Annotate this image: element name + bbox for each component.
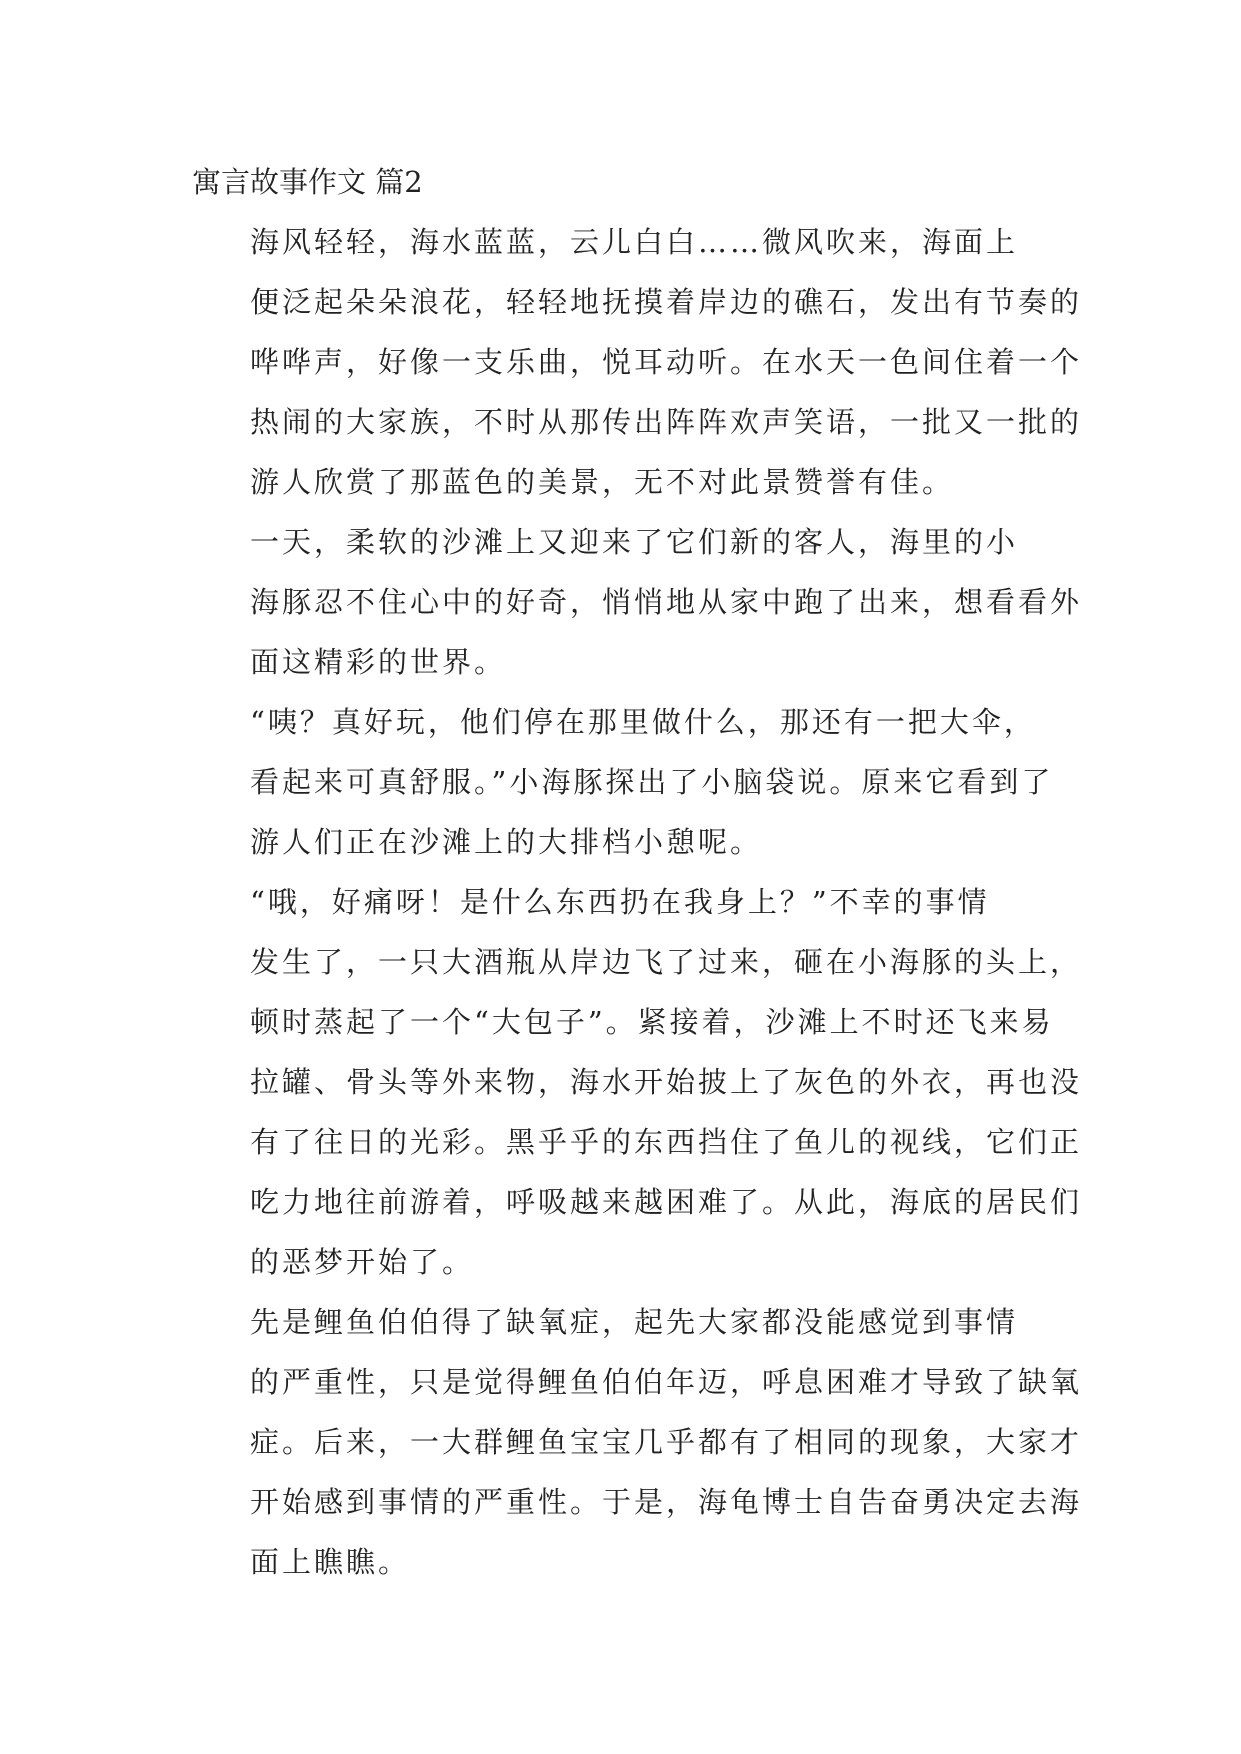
- paragraph-line: 看起来可真舒服。”小海豚探出了小脑袋说。原来它看到了: [250, 765, 1054, 799]
- document-title: 寓言故事作文 篇2: [192, 165, 423, 199]
- paragraph-4: [192, 872, 1083, 1292]
- paragraph-line: 吃力地往前游着，呼吸越来越困难了。从此，海底的居民们: [250, 1185, 1083, 1219]
- paragraph-line: 的恶梦开始了。: [250, 1245, 475, 1279]
- paragraph-line: 发生了，一只大酒瓶从岸边飞了过来，砸在小海豚的头上，: [250, 945, 1083, 979]
- paragraph-5: [192, 1292, 1083, 1592]
- paragraph-line: 的严重性，只是觉得鲤鱼伯伯年迈，呼息困难才导致了缺氧: [250, 1365, 1083, 1399]
- paragraph-3: [192, 692, 1052, 872]
- paragraph-line: 游人们正在沙滩上的大排档小憩呢。: [250, 825, 763, 859]
- paragraph-line: 热闹的大家族，不时从那传出阵阵欢声笑语，一批又一批的: [250, 405, 1083, 439]
- paragraph-line: 先是鲤鱼伯伯得了缺氧症，起先大家都没能感觉到事情: [250, 1305, 1019, 1339]
- document-body: [192, 160, 1083, 1592]
- paragraph-2: [192, 512, 1083, 692]
- paragraph-line: 游人欣赏了那蓝色的美景，无不对此景赞誉有佳。: [250, 465, 955, 499]
- paragraph-line: 一天，柔软的沙滩上又迎来了它们新的客人，海里的小: [250, 525, 1019, 559]
- paragraph-1: [192, 212, 1083, 512]
- paragraph-line: 便泛起朵朵浪花，轻轻地抚摸着岸边的礁石，发出有节奏的: [250, 285, 1083, 319]
- paragraph-line: “咦？真好玩，他们停在那里做什么，那还有一把大伞，: [250, 705, 1036, 739]
- paragraph-line: 海豚忍不住心中的好奇，悄悄地从家中跑了出来，想看看外: [250, 585, 1083, 619]
- paragraph-line: 顿时蒸起了一个“大包子”。紧接着，沙滩上不时还飞来易: [250, 1005, 1054, 1039]
- paragraph-line: 有了往日的光彩。黑乎乎的东西挡住了鱼儿的视线，它们正: [250, 1125, 1083, 1159]
- paragraph-line: 开始感到事情的严重性。于是，海龟博士自告奋勇决定去海: [250, 1485, 1083, 1519]
- paragraph-line: 面这精彩的世界。: [250, 645, 507, 679]
- paragraph-line: 哗哗声，好像一支乐曲，悦耳动听。在水天一色间住着一个: [250, 345, 1083, 379]
- paragraph-line: 症。后来，一大群鲤鱼宝宝几乎都有了相同的现象，大家才: [250, 1425, 1083, 1459]
- paragraph-line: 拉罐、骨头等外来物，海水开始披上了灰色的外衣，再也没: [250, 1065, 1083, 1099]
- paragraph-line: 面上瞧瞧。: [250, 1545, 411, 1579]
- paragraph-line: 海风轻轻，海水蓝蓝，云儿白白……微风吹来，海面上: [250, 225, 1019, 259]
- paragraph-line: “哦，好痛呀！是什么东西扔在我身上？”不幸的事情: [250, 885, 990, 919]
